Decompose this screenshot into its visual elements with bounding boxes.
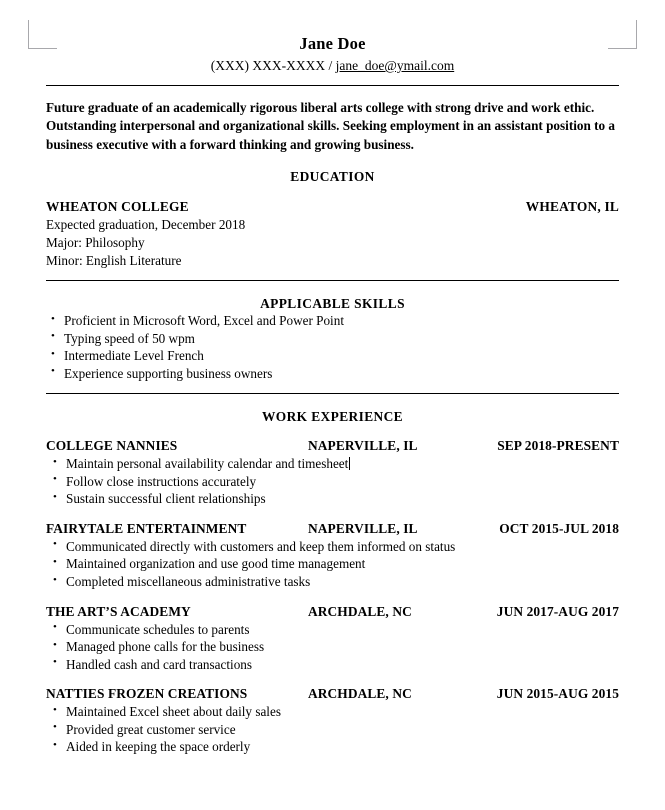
job-location: NAPERVILLE, IL [308, 520, 418, 536]
document-content [46, 34, 619, 756]
list-item: • Proficient in Microsoft Word, Excel and Power Point [46, 312, 619, 330]
list-item: • Provided great customer service [46, 721, 619, 739]
contact-line [46, 58, 619, 74]
list-item: • Follow close instructions accurately [46, 473, 619, 491]
list-item: • Communicate schedules to parents [46, 621, 619, 639]
education-divider-rule [46, 280, 619, 281]
job-responsibility-list [46, 538, 619, 591]
section-title-applicable-skills: APPLICABLE SKILLS [260, 296, 405, 312]
job-entry-header [46, 686, 619, 702]
skills-divider-rule [46, 393, 619, 394]
skills-list [46, 312, 619, 382]
list-item [46, 455, 619, 473]
job-dates: OCT 2015-JUL 2018 [499, 520, 619, 536]
job-entry-header [46, 521, 619, 537]
job-entry [46, 686, 619, 756]
education-entry-header [46, 199, 619, 215]
job-location: ARCHDALE, NC [308, 603, 412, 619]
education-details [46, 216, 619, 269]
list-item: • Typing speed of 50 wpm [46, 330, 619, 348]
job-responsibility-list [46, 455, 619, 508]
list-item: • Handled cash and card transactions [46, 656, 619, 674]
list-item: • Maintained organization and use good time management [46, 555, 619, 573]
job-location: NAPERVILLE, IL [308, 438, 418, 454]
job-entry [46, 521, 619, 591]
job-entry-header [46, 438, 619, 454]
job-responsibility-list [46, 703, 619, 756]
list-item: • Intermediate Level French [46, 347, 619, 365]
list-item-text: Maintain personal availability calendar and timesheet [66, 456, 349, 472]
job-location: ARCHDALE, NC [308, 686, 412, 702]
job-dates: SEP 2018-PRESENT [497, 438, 619, 454]
professional-summary: Future graduate of an academically rigorous liberal arts college with strong drive and work ethic. Outstanding interpersonal and organizational skills. Seeking employment in an assistant position to a business executive with a forward thinking and growing business. [46, 100, 615, 152]
section-title-education: EDUCATION [290, 169, 375, 185]
list-item: • Communicated directly with customers and keep them informed on status [46, 538, 619, 556]
job-company-name: FAIRYTALE ENTERTAINMENT [46, 520, 247, 536]
job-responsibility-list [46, 621, 619, 674]
list-item: • Aided in keeping the space orderly [46, 738, 619, 756]
list-item: • Completed miscellaneous administrative tasks [46, 573, 619, 591]
job-company-name: THE ART’S ACADEMY [46, 603, 191, 619]
candidate-name: Jane Doe [299, 34, 366, 53]
list-item: • Maintained Excel sheet about daily sales [46, 703, 619, 721]
job-dates: JUN 2017-AUG 2017 [496, 603, 619, 619]
section-title-work-experience: WORK EXPERIENCE [261, 409, 404, 425]
education-school-name: WHEATON COLLEGE [46, 199, 189, 215]
education-detail-line: Major: Philosophy [46, 235, 145, 250]
job-entry [46, 604, 619, 674]
education-detail-line: Minor: English Literature [46, 252, 182, 268]
contact-separator: / [325, 58, 336, 73]
list-item: • Managed phone calls for the business [46, 638, 619, 656]
list-item: • Experience supporting business owners [46, 365, 619, 383]
job-dates: JUN 2015-AUG 2015 [496, 686, 619, 702]
header-divider-rule [46, 85, 619, 86]
list-item: • Sustain successful client relationships [46, 490, 619, 508]
job-company-name: NATTIES FROZEN CREATIONS [46, 686, 248, 702]
education-school-location: WHEATON, IL [525, 199, 619, 215]
job-company-name: COLLEGE NANNIES [46, 438, 178, 454]
phone-number: (XXX) XXX-XXXX [210, 58, 326, 73]
text-cursor-caret [349, 457, 350, 470]
job-entry-header [46, 604, 619, 620]
job-entry [46, 438, 619, 508]
email-link[interactable]: jane_doe@ymail.com [335, 58, 455, 73]
education-detail-line: Expected graduation, December 2018 [46, 217, 246, 233]
